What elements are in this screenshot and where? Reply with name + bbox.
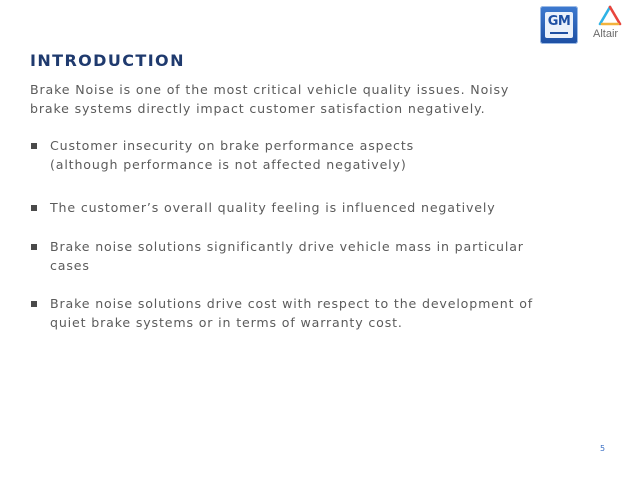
bullet-square-icon: [31, 143, 37, 149]
gm-logo-inner: [545, 12, 573, 38]
bullet-text-line: cases: [50, 257, 90, 273]
intro-line: brake systems directly impact customer satisfaction negatively.: [30, 101, 486, 116]
altair-logo-label: Altair: [593, 28, 619, 40]
bullet-item: [30, 199, 496, 218]
bullet-square-icon: [31, 301, 37, 307]
gm-logo-underline: [550, 32, 568, 34]
bullet-text-line: Brake noise solutions drive cost with respect to the development of: [50, 296, 534, 311]
intro-paragraph: [30, 80, 610, 118]
bullet-text-line: The customer’s overall quality feeling is influenced negatively: [50, 200, 496, 215]
altair-logo-icon: [597, 5, 623, 27]
bullet-text-line: Customer insecurity on brake performance aspects: [50, 138, 415, 153]
gm-logo: [540, 6, 578, 44]
bullet-item: [30, 295, 533, 332]
gm-logo-text: GM: [547, 14, 571, 29]
bullet-text-line: Brake noise solutions significantly drive vehicle mass in particular: [50, 239, 524, 254]
bullet-square-icon: [31, 244, 37, 250]
bullet-item: [30, 137, 414, 174]
bullet-square-icon: [31, 205, 37, 211]
intro-line: Brake Noise is one of the most critical vehicle quality issues. Noisy: [30, 82, 510, 97]
slide-title: INTRODUCTION: [30, 51, 185, 70]
bullet-item: [30, 238, 524, 275]
page-number: 5: [600, 444, 606, 453]
bullet-text-line: (although performance is not affected negatively): [50, 156, 407, 172]
bullet-text-line: quiet brake systems or in terms of warranty cost.: [50, 314, 403, 330]
